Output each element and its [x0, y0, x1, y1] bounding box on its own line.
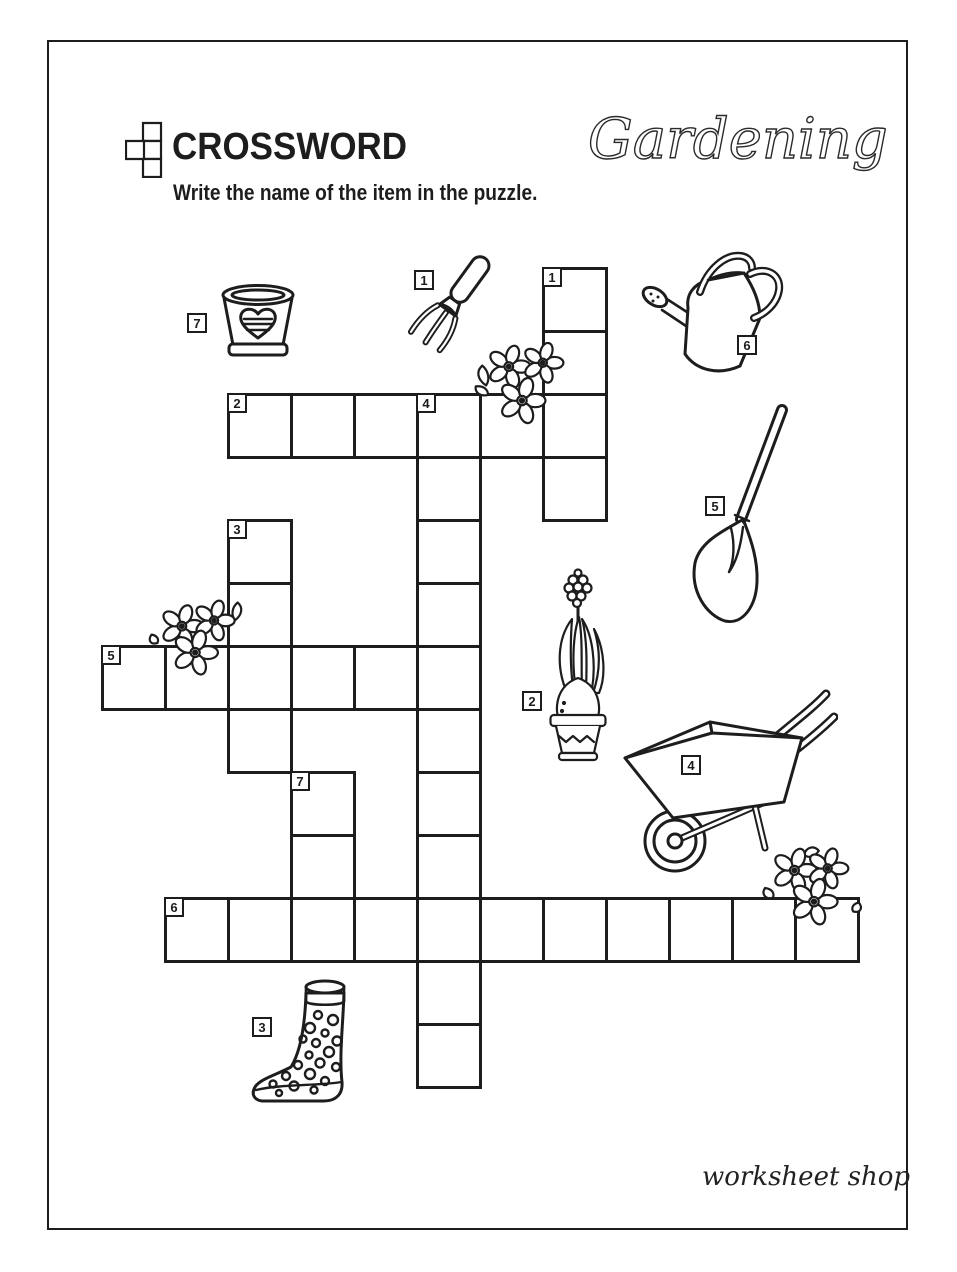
crossword-cell-6-6[interactable]: [479, 897, 545, 963]
grid-clue-number-5: 5: [101, 645, 121, 665]
grid-clue-number-7: 7: [290, 771, 310, 791]
brand-signature: worksheet shop: [702, 1162, 911, 1192]
crossword-cell-6-8[interactable]: [605, 897, 671, 963]
crossword-cell-4-11[interactable]: [416, 1023, 482, 1089]
crossword-cell-4-10[interactable]: [416, 960, 482, 1026]
crossword-cell-6-9[interactable]: [668, 897, 734, 963]
crossword-cell-2-1[interactable]: [227, 393, 293, 459]
item-number-watering-can: 6: [737, 335, 757, 355]
page-subtitle: Write the name of the item in the puzzle.: [173, 180, 538, 205]
crossword-cell-6-1[interactable]: [164, 897, 230, 963]
item-number-shovel: 5: [705, 496, 725, 516]
shovel-illustration: [683, 403, 813, 628]
crossword-cell-6-2[interactable]: [227, 897, 293, 963]
crossword-cell-4-2[interactable]: [416, 456, 482, 522]
grid-clue-number-2: 2: [227, 393, 247, 413]
crossword-cell-7-1[interactable]: [290, 771, 356, 837]
crossword-cell-4-3[interactable]: [416, 519, 482, 585]
flowers-decoration-top: [472, 342, 572, 427]
crossword-grid-icon: [125, 121, 165, 178]
crossword-cell-6-5[interactable]: [416, 897, 482, 963]
crossword-cell-5-4[interactable]: [290, 645, 356, 711]
crossword-cell-6-7[interactable]: [542, 897, 608, 963]
flower-pot-illustration: [219, 283, 297, 365]
crossword-cell-4-4[interactable]: [416, 582, 482, 648]
crossword-cell-7-2[interactable]: [290, 834, 356, 900]
crossword-cell-1-1[interactable]: [542, 267, 608, 333]
crossword-cell-1-4[interactable]: [542, 456, 608, 522]
flowers-decoration-right: [760, 843, 864, 931]
item-number-flower-bulb: 2: [522, 691, 542, 711]
crossword-cell-3-4[interactable]: [227, 708, 293, 774]
page-title: CROSSWORD: [172, 126, 408, 168]
flower-bulb-illustration: [543, 565, 613, 765]
crossword-cell-5-6[interactable]: [416, 645, 482, 711]
grid-clue-number-3: 3: [227, 519, 247, 539]
crossword-cell-2-3[interactable]: [353, 393, 419, 459]
crossword-cell-6-4[interactable]: [353, 897, 419, 963]
grid-clue-number-6: 6: [164, 897, 184, 917]
crossword-cell-2-2[interactable]: [290, 393, 356, 459]
item-number-wheelbarrow: 4: [681, 755, 701, 775]
grid-clue-number-4: 4: [416, 393, 436, 413]
crossword-cell-4-6[interactable]: [416, 708, 482, 774]
crossword-cell-7-3[interactable]: [290, 897, 356, 963]
item-number-flower-pot: 7: [187, 313, 207, 333]
crossword-cell-4-7[interactable]: [416, 771, 482, 837]
crossword-cell-3-1[interactable]: [227, 519, 293, 585]
grid-clue-number-1: 1: [542, 267, 562, 287]
crossword-cell-5-5[interactable]: [353, 645, 419, 711]
item-number-hand-fork: 1: [414, 270, 434, 290]
rain-boot-illustration: [246, 973, 366, 1108]
watering-can-illustration: [638, 250, 793, 385]
item-number-rain-boot: 3: [252, 1017, 272, 1037]
flowers-decoration-left: [146, 594, 248, 679]
crossword-cell-4-8[interactable]: [416, 834, 482, 900]
theme-title: Gardening: [588, 107, 888, 172]
